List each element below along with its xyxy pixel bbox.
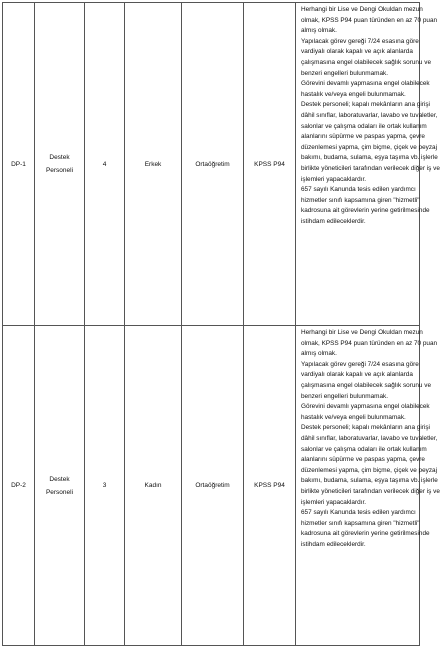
requirement-line: hizmetler sınıfı kapsamına giren "hizmetli" <box>301 196 420 204</box>
requirement-line: çalışmasına engel olabilecek sağlık sorunu ve <box>301 381 432 389</box>
requirement-line: benzeri engelleri bulunmamak. <box>301 392 389 400</box>
requirement-line: işlemleri yapacaklardır. <box>301 498 366 506</box>
table-row <box>3 3 420 326</box>
requirement-line: bakımı, budama, sulama, eşya taşıma vb. işlerle <box>301 477 438 485</box>
positions-table <box>2 2 440 646</box>
requirement-line: istihdam edileceklerdir. <box>301 217 366 225</box>
position-title-line1: Destek <box>49 475 70 483</box>
requirement-line: Yapılacak görev gereği 7/24 esasına göre <box>301 37 419 45</box>
requirement-line: dâhil sınıflar, laboratuvarlar, lavabo ve tuvaletler, <box>301 111 438 119</box>
position-gender: Kadın <box>125 326 182 646</box>
requirement-line: hastalık ve/veya engeli bulunmamak. <box>301 90 406 98</box>
position-title <box>35 326 85 646</box>
position-education: Ortaöğretim <box>182 3 244 326</box>
requirement-line: dâhil sınıflar, laboratuvarlar, lavabo ve tuvaletler, <box>301 434 438 442</box>
position-title-line2: Personeli <box>45 167 74 174</box>
requirement-line: kadrosuna ait görevlerin yerine getirilmesinde <box>301 207 430 215</box>
position-gender: Erkek <box>125 3 182 326</box>
requirement-line: kadrosuna ait görevlerin yerine getirilmesinde <box>301 530 430 538</box>
requirement-line: Yapılacak görev gereği 7/24 esasına göre <box>301 360 419 368</box>
requirement-line: vardiyalı olarak kapalı ve açık alanlarda <box>301 371 413 379</box>
requirement-line: Destek personeli; kapalı mekânların ana girişi <box>301 101 430 109</box>
requirement-line: alanlarını süpürme ve paspas yapma, çevre <box>301 456 425 464</box>
position-title <box>35 3 85 326</box>
requirement-line: 657 sayılı Kanunda tesis edilen yardımcı <box>301 509 416 517</box>
requirement-line: Herhangi bir Lise ve Dengi Okuldan mezun <box>301 6 423 13</box>
requirement-line: Destek personeli; kapalı mekânların ana girişi <box>301 424 430 432</box>
requirement-line: benzeri engelleri bulunmamak. <box>301 69 389 77</box>
position-code: DP-1 <box>3 3 35 326</box>
position-title-line1: Destek <box>49 154 70 161</box>
position-education: Ortaöğretim <box>182 326 244 646</box>
position-count: 3 <box>85 326 125 646</box>
requirement-line: hastalık ve/veya engeli bulunmamak. <box>301 413 406 421</box>
requirement-line: salonlar ve çalışma odaları ile ortak kullanım <box>301 122 427 130</box>
position-title-line2: Personeli <box>45 488 74 496</box>
table-row <box>3 326 420 646</box>
requirement-line: olmak, KPSS P94 puan türünden en az 70 puan <box>301 339 438 347</box>
requirement-line: düzenlemesi yapma, çim biçme, çiçek ve peyzaj <box>301 466 438 474</box>
position-requirements <box>296 326 440 646</box>
requirement-line: Herhangi bir Lise ve Dengi Okuldan mezun <box>301 329 423 336</box>
requirement-line: olmak, KPSS P94 puan türünden en az 70 puan <box>301 16 438 24</box>
position-requirements <box>296 3 440 326</box>
requirement-line: hizmetler sınıfı kapsamına giren "hizmetli" <box>301 519 420 527</box>
requirement-line: bakımı, budama, sulama, eşya taşıma vb. işlerle <box>301 154 438 162</box>
requirement-line: alanlarını süpürme ve paspas yapma, çevre <box>301 133 425 141</box>
requirement-line: salonlar ve çalışma odaları ile ortak kullanım <box>301 445 427 453</box>
requirement-line: almış olmak. <box>301 27 337 35</box>
position-code: DP-2 <box>3 326 35 646</box>
requirement-line: işlemleri yapacaklardır. <box>301 175 366 183</box>
position-score-type: KPSS P94 <box>244 3 296 326</box>
requirement-line: birlikte yöneticileri tarafından verilecek diğer iş ve <box>301 487 440 495</box>
requirement-line: almış olmak. <box>301 350 337 358</box>
requirement-line: 657 sayılı Kanunda tesis edilen yardımcı <box>301 186 416 194</box>
position-count: 4 <box>85 3 125 326</box>
requirement-line: Görevini devamlı yapmasına engel olabilecek <box>301 403 430 411</box>
requirement-line: vardiyalı olarak kapalı ve açık alanlarda <box>301 48 413 56</box>
requirement-line: Görevini devamlı yapmasına engel olabilecek <box>301 80 430 88</box>
requirement-line: çalışmasına engel olabilecek sağlık sorunu ve <box>301 58 432 66</box>
position-score-type: KPSS P94 <box>244 326 296 646</box>
requirement-line: birlikte yöneticileri tarafından verilecek diğer iş ve <box>301 164 440 172</box>
requirement-line: düzenlemesi yapma, çim biçme, çiçek ve peyzaj <box>301 143 438 151</box>
requirement-line: istihdam edileceklerdir. <box>301 540 366 548</box>
